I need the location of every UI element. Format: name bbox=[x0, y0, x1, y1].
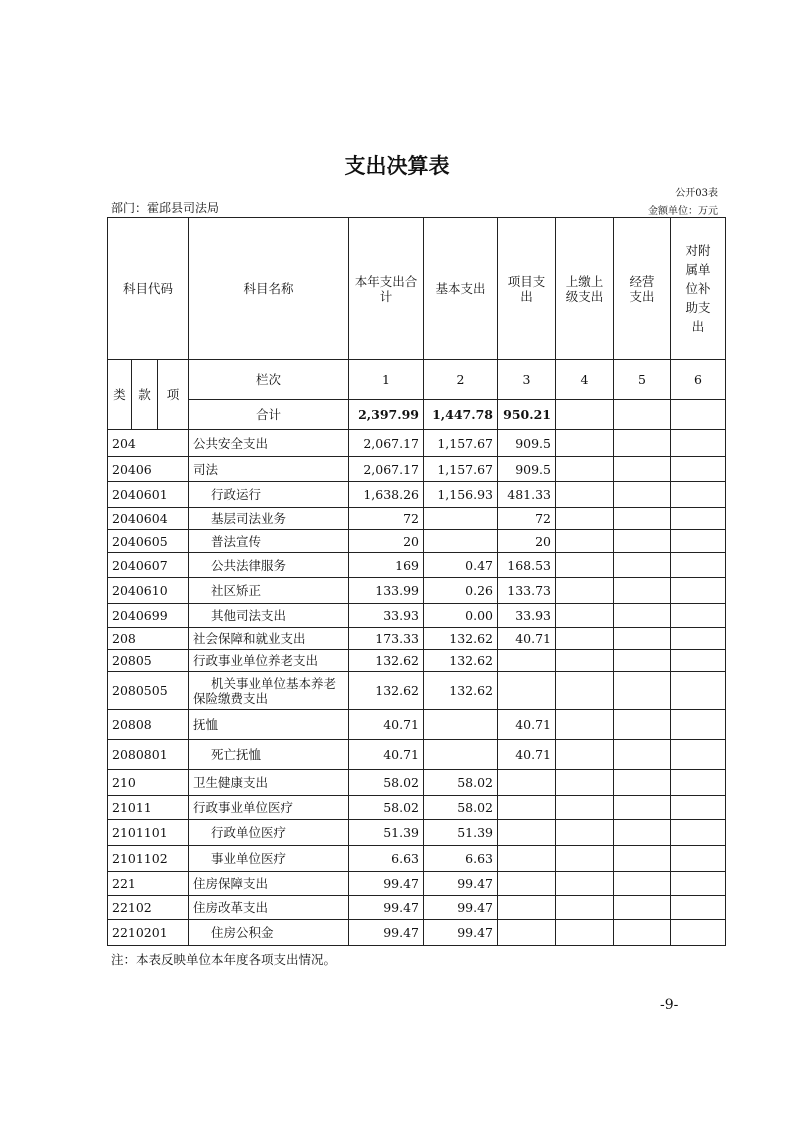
empty-cell bbox=[671, 508, 726, 530]
table-row bbox=[108, 672, 726, 710]
empty-cell bbox=[614, 482, 671, 508]
row-code: 2080505 bbox=[108, 672, 189, 710]
row-code: 2040699 bbox=[108, 604, 189, 628]
empty-cell bbox=[671, 740, 726, 770]
row-basic: 132.62 bbox=[424, 672, 498, 710]
empty-cell bbox=[671, 430, 726, 457]
empty-cell bbox=[556, 578, 614, 604]
row-code: 20808 bbox=[108, 710, 189, 740]
total-label: 合计 bbox=[189, 400, 349, 430]
empty-cell bbox=[614, 578, 671, 604]
row-total: 58.02 bbox=[349, 770, 424, 796]
total-basic: 1,447.78 bbox=[424, 400, 498, 430]
empty-cell bbox=[671, 820, 726, 846]
row-basic: 0.26 bbox=[424, 578, 498, 604]
empty-cell bbox=[671, 796, 726, 820]
table-row bbox=[108, 628, 726, 650]
empty-cell bbox=[614, 796, 671, 820]
empty-cell bbox=[671, 530, 726, 553]
row-project: 20 bbox=[498, 530, 556, 553]
row-total: 40.71 bbox=[349, 740, 424, 770]
col-num: 2 bbox=[424, 360, 498, 400]
row-basic: 0.00 bbox=[424, 604, 498, 628]
row-name: 事业单位医疗 bbox=[189, 846, 349, 872]
total-total: 2,397.99 bbox=[349, 400, 424, 430]
row-project bbox=[498, 872, 556, 896]
form-number: 公开03表 bbox=[675, 188, 718, 199]
row-total: 99.47 bbox=[349, 872, 424, 896]
row-total: 58.02 bbox=[349, 796, 424, 820]
table-row bbox=[108, 508, 726, 530]
row-code: 2040604 bbox=[108, 508, 189, 530]
row-project: 909.5 bbox=[498, 457, 556, 482]
empty-cell bbox=[614, 770, 671, 796]
empty-cell bbox=[671, 770, 726, 796]
empty-cell bbox=[671, 457, 726, 482]
row-name: 行政事业单位养老支出 bbox=[189, 650, 349, 672]
empty-cell bbox=[556, 457, 614, 482]
empty-cell bbox=[556, 553, 614, 578]
row-total: 169 bbox=[349, 553, 424, 578]
row-name: 住房公积金 bbox=[189, 920, 349, 946]
empty-cell bbox=[671, 672, 726, 710]
row-project bbox=[498, 896, 556, 920]
column-row-label: 栏次 bbox=[189, 360, 349, 400]
table-row bbox=[108, 650, 726, 672]
row-basic bbox=[424, 530, 498, 553]
row-code: 221 bbox=[108, 872, 189, 896]
row-total: 6.63 bbox=[349, 846, 424, 872]
empty-cell bbox=[614, 740, 671, 770]
row-name: 行政事业单位医疗 bbox=[189, 796, 349, 820]
row-name: 公共安全支出 bbox=[189, 430, 349, 457]
row-code: 2040610 bbox=[108, 578, 189, 604]
empty-cell bbox=[556, 846, 614, 872]
row-basic: 58.02 bbox=[424, 796, 498, 820]
row-code: 204 bbox=[108, 430, 189, 457]
empty-cell bbox=[671, 628, 726, 650]
empty-cell bbox=[556, 530, 614, 553]
empty-cell bbox=[556, 430, 614, 457]
empty-cell bbox=[614, 457, 671, 482]
empty-cell bbox=[671, 896, 726, 920]
row-total: 132.62 bbox=[349, 650, 424, 672]
empty-cell bbox=[556, 604, 614, 628]
table-row bbox=[108, 872, 726, 896]
table-row bbox=[108, 846, 726, 872]
col-num: 3 bbox=[498, 360, 556, 400]
row-basic: 99.47 bbox=[424, 872, 498, 896]
row-code: 2040607 bbox=[108, 553, 189, 578]
row-name: 司法 bbox=[189, 457, 349, 482]
row-code: 2101101 bbox=[108, 820, 189, 846]
page-title: 支出决算表 bbox=[344, 154, 450, 178]
row-code: 20805 bbox=[108, 650, 189, 672]
row-code: 2040605 bbox=[108, 530, 189, 553]
table-row bbox=[108, 770, 726, 796]
empty-cell bbox=[614, 846, 671, 872]
empty-cell bbox=[614, 650, 671, 672]
row-code: 2210201 bbox=[108, 920, 189, 946]
table-row bbox=[108, 553, 726, 578]
row-name: 普法宣传 bbox=[189, 530, 349, 553]
row-basic bbox=[424, 508, 498, 530]
row-total: 72 bbox=[349, 508, 424, 530]
row-basic: 1,157.67 bbox=[424, 430, 498, 457]
row-code: 2040601 bbox=[108, 482, 189, 508]
header-upper: 上缴上级支出 bbox=[556, 218, 614, 360]
row-basic: 132.62 bbox=[424, 628, 498, 650]
row-project: 168.53 bbox=[498, 553, 556, 578]
empty-cell bbox=[671, 650, 726, 672]
empty-cell bbox=[556, 820, 614, 846]
header-project: 项目支出 bbox=[498, 218, 556, 360]
empty-cell bbox=[671, 846, 726, 872]
empty-cell bbox=[556, 650, 614, 672]
table-row bbox=[108, 740, 726, 770]
row-total: 133.99 bbox=[349, 578, 424, 604]
row-name: 行政运行 bbox=[189, 482, 349, 508]
row-basic: 6.63 bbox=[424, 846, 498, 872]
col-num: 1 bbox=[349, 360, 424, 400]
empty-cell bbox=[614, 604, 671, 628]
row-total: 40.71 bbox=[349, 710, 424, 740]
expenditure-table bbox=[107, 217, 726, 946]
empty-cell bbox=[614, 710, 671, 740]
row-name: 基层司法业务 bbox=[189, 508, 349, 530]
row-total: 99.47 bbox=[349, 896, 424, 920]
row-total: 33.93 bbox=[349, 604, 424, 628]
row-project: 40.71 bbox=[498, 628, 556, 650]
empty-cell bbox=[671, 578, 726, 604]
page-number: -9- bbox=[660, 997, 679, 1013]
col-num: 4 bbox=[556, 360, 614, 400]
empty-cell bbox=[614, 820, 671, 846]
header-xiang: 项 bbox=[158, 360, 189, 430]
header-code: 科目代码 bbox=[108, 218, 189, 360]
row-project bbox=[498, 650, 556, 672]
empty-cell bbox=[556, 770, 614, 796]
empty-cell bbox=[614, 920, 671, 946]
table-row bbox=[108, 604, 726, 628]
row-name: 社会保障和就业支出 bbox=[189, 628, 349, 650]
row-name: 死亡抚恤 bbox=[189, 740, 349, 770]
empty-cell bbox=[671, 872, 726, 896]
row-code: 22102 bbox=[108, 896, 189, 920]
row-project: 909.5 bbox=[498, 430, 556, 457]
empty-cell bbox=[556, 672, 614, 710]
table-row bbox=[108, 430, 726, 457]
row-code: 208 bbox=[108, 628, 189, 650]
table-row bbox=[108, 578, 726, 604]
row-total: 2,067.17 bbox=[349, 430, 424, 457]
row-project bbox=[498, 820, 556, 846]
row-name: 机关事业单位基本养老保险缴费支出 bbox=[189, 672, 349, 710]
header-row bbox=[108, 218, 726, 360]
row-basic: 99.47 bbox=[424, 896, 498, 920]
row-basic: 58.02 bbox=[424, 770, 498, 796]
row-basic bbox=[424, 710, 498, 740]
empty-cell bbox=[671, 553, 726, 578]
empty-cell bbox=[671, 604, 726, 628]
row-code: 2101102 bbox=[108, 846, 189, 872]
empty-cell bbox=[556, 920, 614, 946]
header-business: 经营支出 bbox=[614, 218, 671, 360]
table-row bbox=[108, 530, 726, 553]
table-row bbox=[108, 920, 726, 946]
table-row bbox=[108, 796, 726, 820]
row-basic: 0.47 bbox=[424, 553, 498, 578]
table-row bbox=[108, 710, 726, 740]
empty-cell bbox=[671, 482, 726, 508]
row-name: 其他司法支出 bbox=[189, 604, 349, 628]
empty-cell bbox=[556, 508, 614, 530]
table-row bbox=[108, 820, 726, 846]
row-total: 173.33 bbox=[349, 628, 424, 650]
row-total: 2,067.17 bbox=[349, 457, 424, 482]
row-total: 99.47 bbox=[349, 920, 424, 946]
row-name: 行政单位医疗 bbox=[189, 820, 349, 846]
row-project: 133.73 bbox=[498, 578, 556, 604]
row-project: 33.93 bbox=[498, 604, 556, 628]
header-name: 科目名称 bbox=[189, 218, 349, 360]
table-row bbox=[108, 896, 726, 920]
header-lei: 类 bbox=[108, 360, 132, 430]
empty-cell bbox=[614, 672, 671, 710]
row-project bbox=[498, 920, 556, 946]
row-project bbox=[498, 672, 556, 710]
row-project: 72 bbox=[498, 508, 556, 530]
row-basic: 132.62 bbox=[424, 650, 498, 672]
row-name: 卫生健康支出 bbox=[189, 770, 349, 796]
row-code: 21011 bbox=[108, 796, 189, 820]
row-name: 住房保障支出 bbox=[189, 872, 349, 896]
row-basic: 1,156.93 bbox=[424, 482, 498, 508]
row-name: 公共法律服务 bbox=[189, 553, 349, 578]
column-number-row bbox=[108, 360, 726, 400]
table-row bbox=[108, 482, 726, 508]
department: 部门：霍邱县司法局 bbox=[111, 201, 220, 215]
row-name: 社区矫正 bbox=[189, 578, 349, 604]
total-row bbox=[108, 400, 726, 430]
empty-cell bbox=[614, 553, 671, 578]
col-num: 6 bbox=[671, 360, 726, 400]
empty-cell bbox=[556, 740, 614, 770]
empty-cell bbox=[671, 920, 726, 946]
total-project: 950.21 bbox=[498, 400, 556, 430]
empty-cell bbox=[556, 796, 614, 820]
row-project: 481.33 bbox=[498, 482, 556, 508]
row-basic: 1,157.67 bbox=[424, 457, 498, 482]
empty-cell bbox=[556, 628, 614, 650]
header-total: 本年支出合计 bbox=[349, 218, 424, 360]
row-project: 40.71 bbox=[498, 740, 556, 770]
row-total: 20 bbox=[349, 530, 424, 553]
row-total: 51.39 bbox=[349, 820, 424, 846]
empty-cell bbox=[614, 872, 671, 896]
header-subsidy: 对附属单位补助支出 bbox=[671, 218, 726, 360]
empty-cell bbox=[614, 628, 671, 650]
header-basic: 基本支出 bbox=[424, 218, 498, 360]
amount-unit: 金额单位：万元 bbox=[648, 206, 718, 217]
row-code: 2080801 bbox=[108, 740, 189, 770]
row-name: 住房改革支出 bbox=[189, 896, 349, 920]
row-total: 132.62 bbox=[349, 672, 424, 710]
row-basic bbox=[424, 740, 498, 770]
empty-cell bbox=[556, 896, 614, 920]
col-num: 5 bbox=[614, 360, 671, 400]
empty-cell bbox=[614, 896, 671, 920]
row-total: 1,638.26 bbox=[349, 482, 424, 508]
row-code: 20406 bbox=[108, 457, 189, 482]
row-basic: 51.39 bbox=[424, 820, 498, 846]
row-basic: 99.47 bbox=[424, 920, 498, 946]
row-project: 40.71 bbox=[498, 710, 556, 740]
row-code: 210 bbox=[108, 770, 189, 796]
row-project bbox=[498, 796, 556, 820]
empty-cell bbox=[556, 710, 614, 740]
empty-cell bbox=[614, 508, 671, 530]
empty-cell bbox=[556, 872, 614, 896]
empty-cell bbox=[556, 482, 614, 508]
empty-cell bbox=[614, 430, 671, 457]
row-project bbox=[498, 770, 556, 796]
row-project bbox=[498, 846, 556, 872]
table-note: 注：本表反映单位本年度各项支出情况。 bbox=[111, 952, 337, 967]
empty-cell bbox=[614, 530, 671, 553]
empty-cell bbox=[671, 710, 726, 740]
row-name: 抚恤 bbox=[189, 710, 349, 740]
table-row bbox=[108, 457, 726, 482]
header-kuan: 款 bbox=[132, 360, 158, 430]
